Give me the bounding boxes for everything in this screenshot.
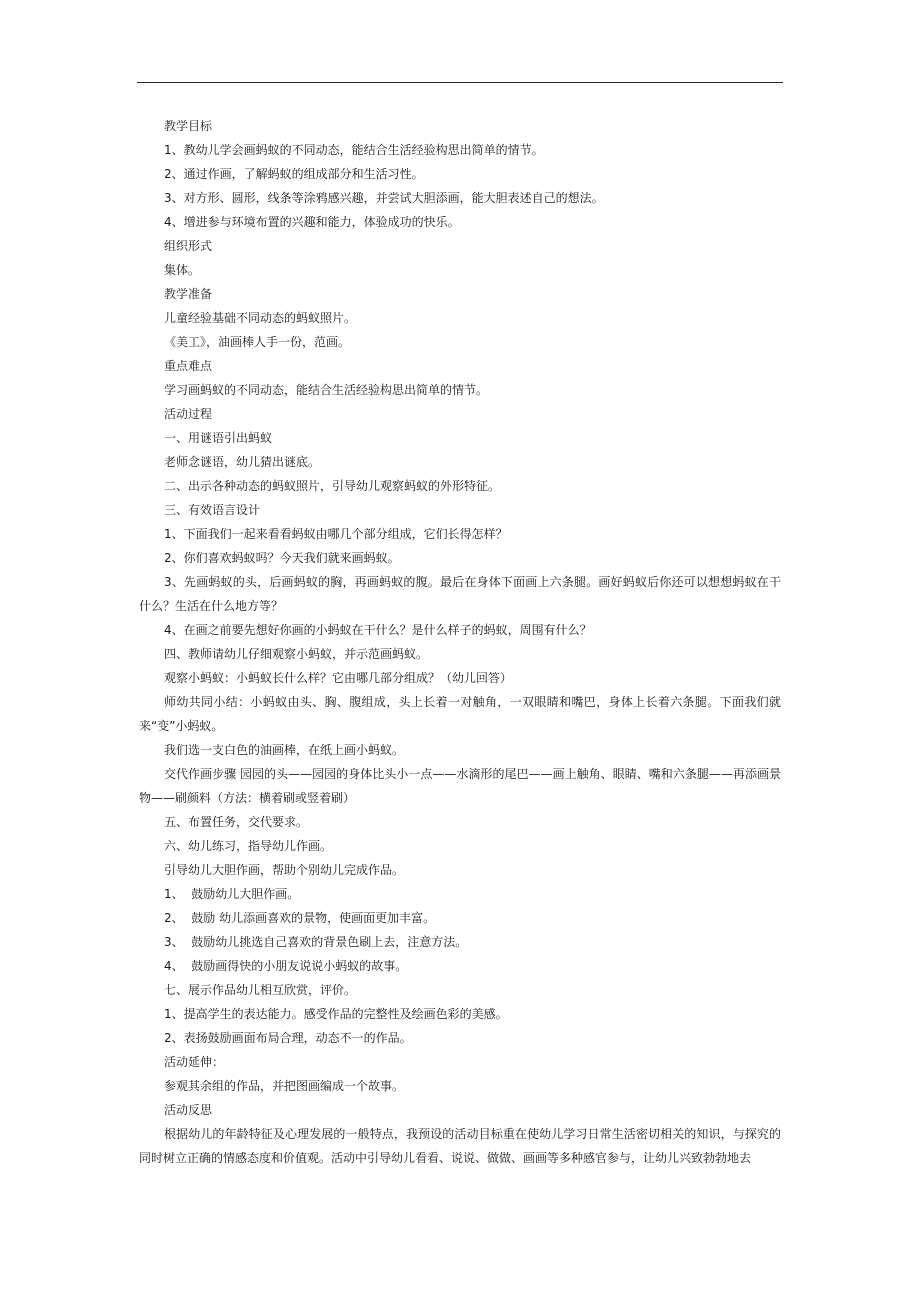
goal-item-1: 1、教幼儿学会画蚂蚁的不同动态，能结合生活经验构思出简单的情节。 [164,143,544,157]
encourage-item-1: 1、 鼓励幼儿大胆作画。 [164,887,300,901]
process-step-2: 二、出示各种动态的蚂蚁照片，引导幼儿观察蚂蚁的外形特征。 [164,479,501,493]
goal-item-4: 4、增进参与环境布置的兴趣和能力，体验成功的快乐。 [164,215,460,229]
evaluation-item-1: 1、提高学生的表达能力。感受作品的完整性及绘画色彩的美感。 [164,1007,508,1021]
encourage-item-2: 2、 鼓励 幼儿添画喜欢的景物，使画面更加丰富。 [164,911,436,925]
choose-crayon-text: 我们选一支白色的油画棒，在纸上画小蚂蚁。 [164,743,405,757]
section-heading-organization: 组织形式 [164,239,213,253]
preparation-item-1: 儿童经验基础不同动态的蚂蚁照片。 [164,311,357,325]
header-rule [137,82,783,83]
evaluation-item-2: 2、表扬鼓励画面布局合理，动态不一的作品。 [164,1031,412,1045]
preparation-item-2: 《美工》，油画棒人手一份，范画。 [164,335,351,349]
section-heading-preparation: 教学准备 [164,287,213,301]
section-heading-teaching-goals: 教学目标 [164,119,213,133]
process-step-5: 五、布置任务，交代要求。 [164,815,309,829]
language-item-4: 4、在画之前要先想好你画的小蚂蚁在干什么？是什么样子的蚂蚁，周围有什么？ [164,623,592,637]
observe-text: 观察小蚂蚁：小蚂蚁长什么样？它由哪几部分组成？（幼儿回答） [164,671,513,685]
process-step-7: 七、展示作品幼儿相互欣赏，评价。 [164,983,357,997]
organization-text: 集体。 [164,263,201,277]
guide-text: 引导幼儿大胆作画，帮助个别幼儿完成作品。 [164,863,405,877]
summary-text: 师幼共同小结：小蚂蚁由头、胸、腹组成，头上长着一对触角，一双眼睛和嘴巴，身体上长着六条腿。下面我们就来“变”小蚂蚁。 [139,695,781,733]
document-body [139,114,781,1170]
goal-item-3: 3、对方形、圆形，线条等涂鸦感兴趣，并尝试大胆添画，能大胆表述自己的想法。 [164,191,604,205]
section-heading-extension: 活动延伸： [164,1055,225,1069]
process-step-6: 六、幼儿练习，指导幼儿作画。 [164,839,333,853]
language-item-1: 1、下面我们一起来看看蚂蚁由哪几个部分组成，它们长得怎样？ [164,527,508,541]
language-item-3: 3、先画蚂蚁的头，后画蚂蚁的胸，再画蚂蚁的腹。最后在身体下面画上六条腿。画好蚂蚁后你还可以想想蚂蚁在干什么？生活在什么地方等？ [139,575,781,613]
key-points-text: 学习画蚂蚁的不同动态，能结合生活经验构思出简单的情节。 [164,383,489,397]
section-heading-activity-process: 活动过程 [164,407,213,421]
section-heading-key-points: 重点难点 [164,359,213,373]
process-step-3: 三、有效语言设计 [164,503,261,517]
encourage-item-4: 4、 鼓励画得快的小朋友说说小蚂蚁的故事。 [164,959,408,973]
process-step-1-detail: 老师念谜语，幼儿猜出谜底。 [164,455,321,469]
process-step-4: 四、教师请幼儿仔细观察小蚂蚁，并示范画蚂蚁。 [164,647,429,661]
section-heading-reflection: 活动反思 [164,1103,213,1117]
process-step-1: 一、用谜语引出蚂蚁 [164,431,273,445]
encourage-item-3: 3、 鼓励幼儿挑选自己喜欢的背景色刷上去，注意方法。 [164,935,468,949]
goal-item-2: 2、通过作画，了解蚂蚁的组成部分和生活习性。 [164,167,424,181]
language-item-2: 2、你们喜欢蚂蚁吗？今天我们就来画蚂蚁。 [164,551,400,565]
reflection-text: 根据幼儿的年龄特征及心理发展的一般特点，我预设的活动目标重在使幼儿学习日常生活密切相关的知识，与探究的同时树立正确的情感态度和价值观。活动中引导幼儿看看、说说、做做、画画等多种感官参与，让幼儿兴致勃勃地去 [139,1127,781,1165]
extension-text: 参观其余组的作品，并把图画编成一个故事。 [164,1079,405,1093]
drawing-steps-text: 交代作画步骤 园园的头——园园的身体比头小一点——水滴形的尾巴——画上触角、眼睛、嘴和六条腿——再添画景物——刷颜料（方法：横着刷或竖着刷） [139,767,781,805]
